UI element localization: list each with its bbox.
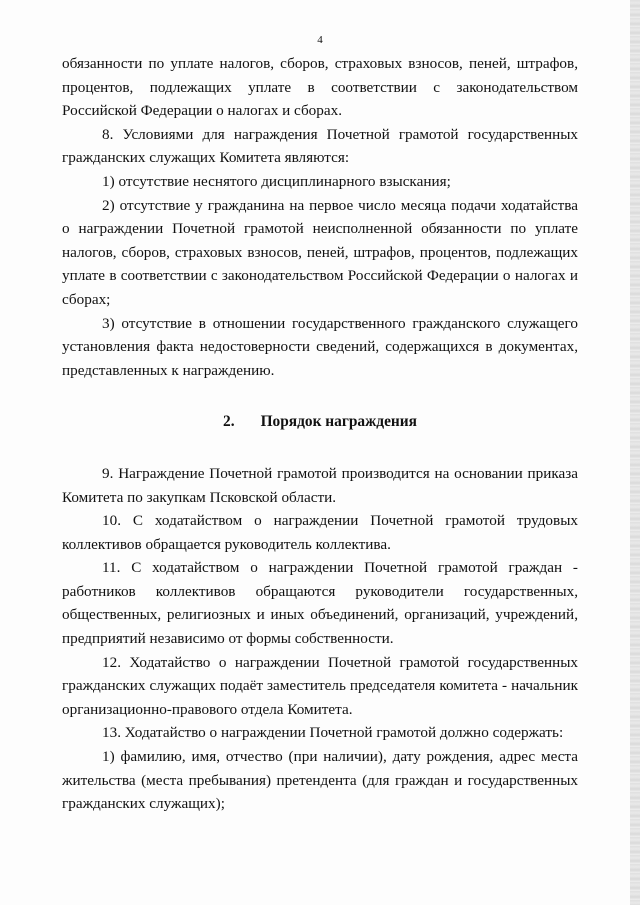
paragraph-8-item-3: 3) отсутствие в отношении государственного гражданского служащего установления факта недостоверности сведений, содержащихся в документах, представленных к награждению. [62, 314, 578, 379]
page-number: 4 [317, 34, 323, 46]
paragraph-12: 12. Ходатайство о награждении Почетной грамотой государственных гражданских служащих подаёт заместитель председателя комитета - начальник организационно-правового отдела Комитета. [62, 653, 578, 718]
paragraph-8-item-1: 1) отсутствие неснятого дисциплинарного взыскания; [102, 172, 451, 190]
section-title: Порядок награждения [260, 413, 417, 431]
paragraph-13: 13. Ходатайство о награждении Почетной грамотой должно содержать: [102, 724, 564, 742]
paragraph-8: 8. Условиями для награждения Почетной грамотой государственных гражданских служащих Комитета являются: [62, 125, 578, 167]
paragraph-continuation: обязанности по уплате налогов, сборов, страховых взносов, пеней, штрафов, процентов, подлежащих уплате в соответствии с законодательством Российской Федерации о налогах и сборах. [62, 55, 578, 120]
document-body [62, 52, 578, 816]
section-heading [62, 410, 578, 434]
section-number: 2. [223, 413, 235, 431]
paragraph-13-item-1: 1) фамилию, имя, отчество (при наличии), дату рождения, адрес места жительства (места пребывания) претендента (для граждан и государственных гражданских служащих); [62, 748, 578, 813]
paragraph-10: 10. С ходатайством о награждении Почетной грамотой трудовых коллективов обращается руководитель коллектива. [62, 512, 578, 553]
paragraph-8-item-2: 2) отсутствие у гражданина на первое число месяца подачи ходатайства о награждении Почетной грамотой неисполненной обязанности по уплате налогов, сборов, страховых взносов, пеней, штрафов, процентов, подлежащих уплате в соответствии с законодательством Российской Федерации о налогах и сборах; [62, 196, 578, 308]
paragraph-11: 11. С ходатайством о награждении Почетной грамотой граждан - работников коллективов обращаются руководители государственных, общественных, религиозных и иных объединений, организаций, учреждений, предприятий независимо от формы собственности. [62, 559, 578, 648]
scan-edge-shadow [630, 0, 640, 905]
paragraph-9: 9. Награждение Почетной грамотой производится на основании приказа Комитета по закупкам Псковской области. [62, 464, 578, 506]
